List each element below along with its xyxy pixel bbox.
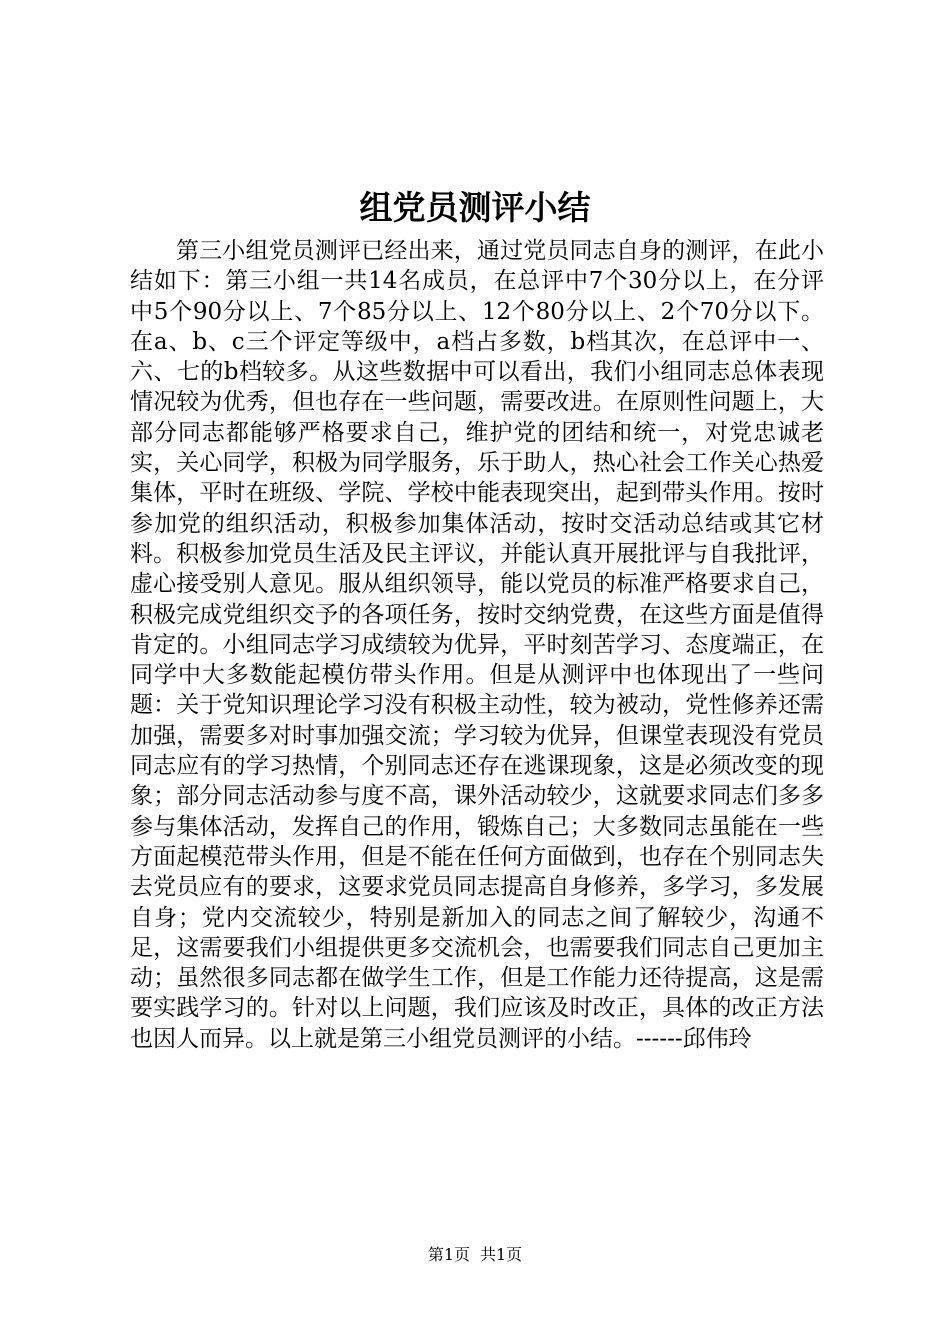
page-footer bbox=[0, 1244, 950, 1266]
document-title: 组党员测评小结 bbox=[359, 188, 591, 227]
page-number-current: 第1页 bbox=[427, 1245, 470, 1264]
document-body-paragraph: 第三小组党员测评已经出来，通过党员同志自身的测评，在此小结如下：第三小组一共14名成员，在总评中7个30分以上，在分评中5个90分以上、7个85分以上、12个80分以上、2个70分以下。在a、b、c三个评定等级中，a档占多数，b档其次，在总评中一、六、七的b档较多。从这些数据中可以看出，我们小组同志总体表现情况较为优秀，但也存在一些问题，需要改进。在原则性问题上，大部分同志都能够严格要求自己，维护党的团结和统一，对党忠诚老实，关心同学，积极为同学服务，乐于助人，热心社会工作关心热爱集体，平时在班级、学院、学校中能表现突出，起到带头作用。按时参加党的组织活动，积极参加集体活动，按时交活动总结或其它材料。积极参加党员生活及民主评议，并能认真开展批评与自我批评，虚心接受别人意见。服从组织领导，能以党员的标准严格要求自己，积极完成党组织交予的各项任务，按时交纳党费，在这些方面是值得肯定的。小组同志学习成绩较为优异，平时刻苦学习、态度端正，在同学中大多数能起模仿带头作用。但是从测评中也体现出了一些问题：关于党知识理论学习没有积极主动性，较为被动，党性修养还需加强，需要多对时事加强交流；学习较为优异，但课堂表现没有党员同志应有的学习热情，个别同志还存在逃课现象，这是必须改变的现象；部分同志活动参与度不高，课外活动较少，这就要求同志们多多参与集体活动，发挥自己的作用，锻炼自己；大多数同志虽能在一些方面起模范带头作用，但是不能在任何方面做到，也存在个别同志失去党员应有的要求，这要求党员同志提高自身修养，多学习，多发展自身；党内交流较少，特别是新加入的同志之间了解较少，沟通不足，这需要我们小组提供更多交流机会，也需要我们同志自己更加主动；虽然很多同志都在做学生工作，但是工作能力还待提高，这是需要实践学习的。针对以上问题，我们应该及时改正，具体的改正方法也因人而异。以上就是第三小组党员测评的小结。------邱伟玲 bbox=[130, 238, 824, 1052]
page-number-total: 共1页 bbox=[480, 1245, 523, 1264]
